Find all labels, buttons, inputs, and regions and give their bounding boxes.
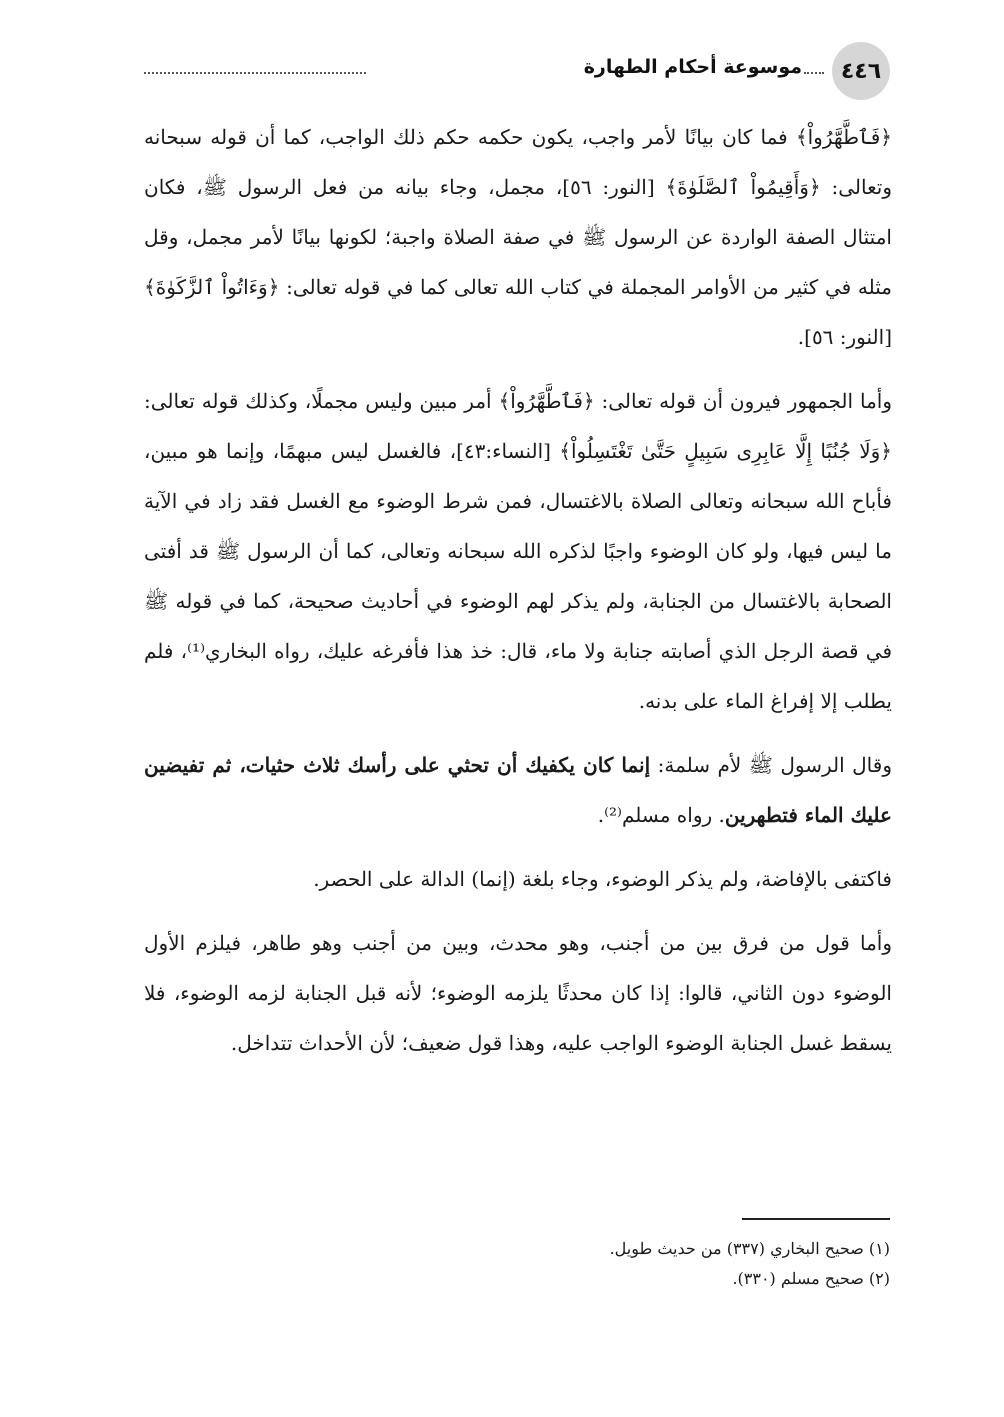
- paragraph-3: [144, 740, 892, 840]
- running-title: موسوعة أحكام الطهارة: [583, 56, 802, 78]
- hadith-quote: إنما كان يكفيك أن تحثي على رأسك ثلاث حثيات، ثم تفيضين عليك الماء فتطهرين: [144, 753, 892, 827]
- header-dotted-rule-right: [804, 72, 824, 74]
- header-dotted-rule-left: [144, 72, 366, 74]
- paragraph-2: وأما الجمهور فيرون أن قوله تعالى: ﴿فَٱطَّهَّرُواْ﴾ أمر مبين وليس مجملًا، وكذلك قوله تعالى: ﴿وَلَا جُنُبًا إِلَّا عَابِرِى سَبِيلٍ حَتَّىٰ تَغْتَسِلُواْ﴾ [النساء:٤٣]، فالغسل ليس مبهمًا، وإنما هو مبين، فأباح الله سبحانه وتعالى الصلاة بالاغتسال، فمن شرط الوضوء مع الغسل فقد زاد في الآية ما ليس فيها، ولو كان الوضوء واجبًا لذكره الله سبحانه وتعالى، كما أن الرسول ﷺ قد أفتى الصحابة بالاغتسال من الجنابة، ولم يذكر لهم الوضوء في أحاديث صحيحة، كما في قوله ﷺ في قصة الرجل الذي أصابته جنابة ولا ماء، قال: خذ هذا فأفرغه عليك، رواه البخاري⁽¹⁾، فلم يطلب إلا إفراغ الماء على بدنه.: [144, 389, 892, 713]
- paragraph-4: فاكتفى بالإفاضة، ولم يذكر الوضوء، وجاء بلغة (إنما) الدالة على الحصر.: [313, 867, 892, 891]
- main-text: [144, 112, 892, 1068]
- footnote-1: (١) صحيح البخاري (٣٣٧) من حديث طويل.: [609, 1239, 890, 1258]
- footnote-separator: [742, 1218, 890, 1220]
- page-header: [144, 42, 890, 106]
- paragraph-5: وأما قول من فرق بين من أجنب، وهو محدث، وبين من أجنب وهو طاهر، فيلزم الأول الوضوء دون الثاني، قالوا: إذا كان محدثًا يلزمه الوضوء؛ لأنه قبل الجنابة لزمه الوضوء، فلا يسقط غسل الجنابة الوضوء الواجب عليه، وهذا قول ضعيف؛ لأن الأحداث تتداخل.: [144, 931, 892, 1055]
- footnote-2: (٢) صحيح مسلم (٣٣٠).: [732, 1269, 890, 1288]
- page-number-badge: ٤٤٦: [832, 42, 890, 100]
- footnotes: [290, 1234, 890, 1294]
- paragraph-1: ﴿فَٱطَّهَّرُواْ﴾ فما كان بيانًا لأمر واجب، يكون حكمه حكم ذلك الواجب، كما أن قوله سبحانه وتعالى: ﴿وَأَقِيمُواْ ٱلصَّلَوٰةَ﴾ [النور: ٥٦]، مجمل، وجاء بيانه من فعل الرسول ﷺ، فكان امتثال الصفة الواردة عن الرسول ﷺ في صفة الصلاة واجبة؛ لكونها بيانًا لأمر مجمل، وقل مثله في كثير من الأوامر المجملة في كتاب الله تعالى كما في قوله تعالى: ﴿وَءَاتُواْ ٱلزَّكَوٰةَ﴾ [النور: ٥٦].: [144, 125, 892, 349]
- paragraph-3-lead: وقال الرسول ﷺ لأم سلمة:: [650, 753, 892, 777]
- paragraph-3-tail: . رواه مسلم⁽²⁾.: [597, 803, 725, 827]
